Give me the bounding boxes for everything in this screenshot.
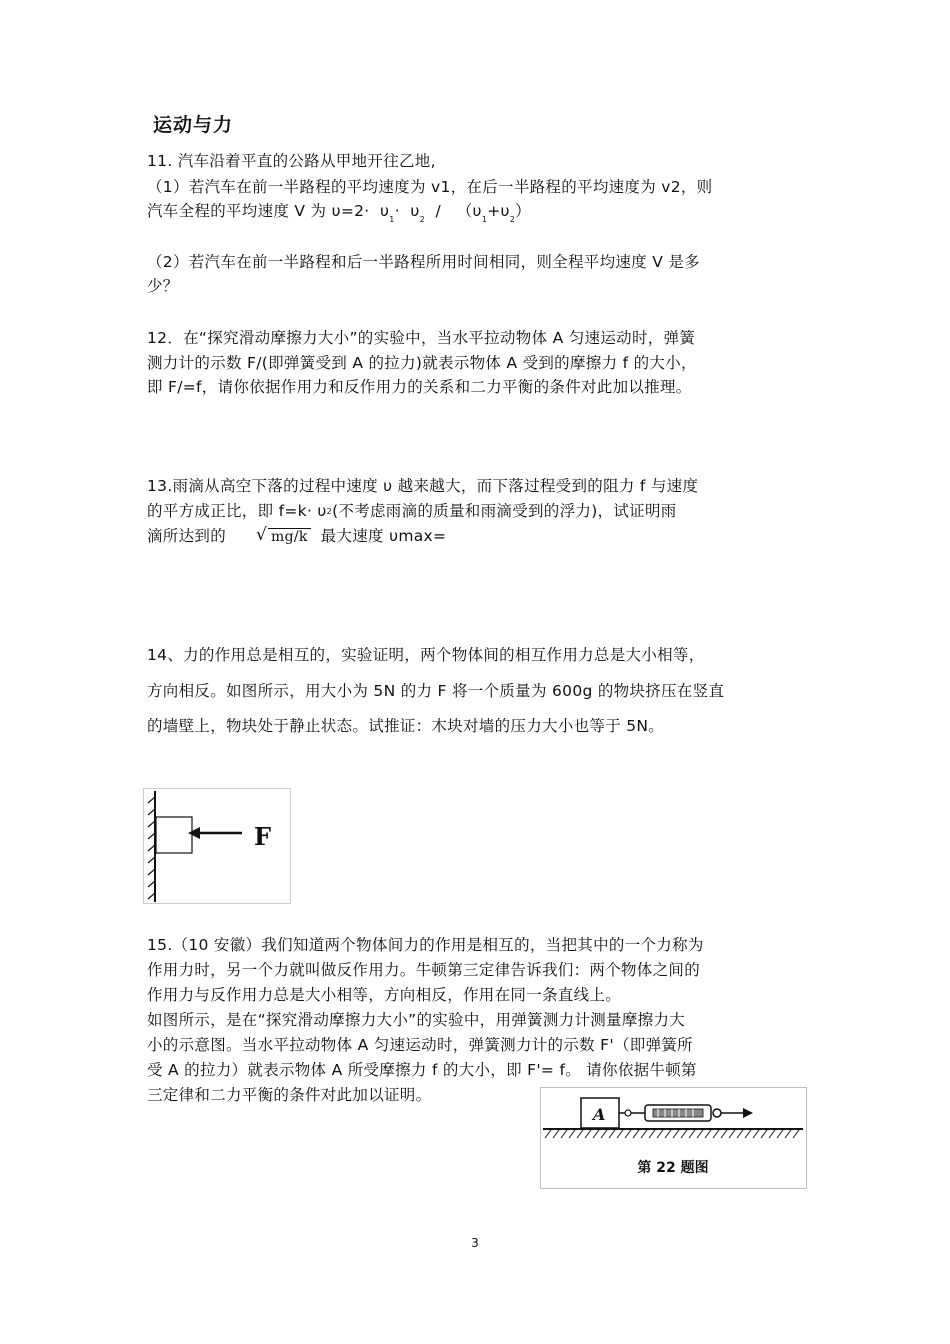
sqrt-expression: √ mg/k xyxy=(256,527,311,547)
spring-scale-figure xyxy=(540,1087,807,1189)
force-label: F xyxy=(254,822,272,851)
q15-line-5: 小的示意图。当水平拉动物体 A 匀速运动时，弹簧测力计的示数 F'（即弹簧所 xyxy=(147,1036,693,1054)
q11-line-4: （2）若汽车在前一半路程和后一半路程所用时间相同，则全程平均速度 V 是多 xyxy=(147,253,700,271)
q15-line-4: 如图所示，是在“探究滑动摩擦力大小”的实验中，用弹簧测力计测量摩擦力大 xyxy=(147,1011,686,1029)
q14-line-2: 方向相反。如图所示，用大小为 5N 的力 F 将一个质量为 600g 的物块挤压在竖直 xyxy=(147,682,725,700)
q11-line-2: （1）若汽车在前一半路程的平均速度为 v1，在后一半路程的平均速度为 v2，则 xyxy=(147,178,713,196)
page-number: 3 xyxy=(471,1236,479,1250)
q14-line-3: 的墙壁上，物块处于静止状态。试推证：木块对墙的压力大小也等于 5N。 xyxy=(147,717,665,735)
q11-line-3-text: 汽车全程的平均速度 V 为 xyxy=(147,202,327,220)
q14-line-1: 14、力的作用总是相互的，实验证明，两个物体间的相互作用力总是大小相等， xyxy=(147,646,705,664)
q11-line-5: 少？ xyxy=(147,277,179,295)
q12-line-2: 测力计的示数 F/(即弹簧受到 A 的拉力)就表示物体 A 受到的摩擦力 f 的大小， xyxy=(147,354,697,372)
q15-line-7: 三定律和二力平衡的条件对此加以证明。 xyxy=(147,1086,432,1104)
section-title: 运动与力 xyxy=(153,114,234,136)
wall-block-figure xyxy=(143,788,291,904)
q12-line-1: 12．在“探究滑动摩擦力大小”的实验中，当水平拉动物体 A 匀速运动时，弹簧 xyxy=(147,329,696,347)
wall-block-diagram xyxy=(144,789,290,903)
block-label: A xyxy=(593,1105,606,1124)
q13-line-3: 滴所达到的 √ mg/k 最大速度 υmax= xyxy=(147,525,447,545)
q15-line-6: 受 A 的拉力）就表示物体 A 所受摩擦力 f 的大小，即 F'= f。 请你依据牛顿第 xyxy=(147,1061,697,1079)
q15-line-2: 作用力时，另一个力就叫做反作用力。牛顿第三定律告诉我们：两个物体之间的 xyxy=(147,961,701,979)
q15-line-1: 15.（10 安徽）我们知道两个物体间力的作用是相互的，当把其中的一个力称为 xyxy=(147,936,704,954)
q11-line-3 xyxy=(147,201,531,230)
q12-line-3: 即 F/=f，请你依据作用力和反作用力的关系和二力平衡的条件对此加以推理。 xyxy=(147,378,692,396)
q15-line-3: 作用力与反作用力总是大小相等，方向相反，作用在同一条直线上。 xyxy=(147,986,622,1004)
q13-line-1: 13.雨滴从高空下落的过程中速度 υ 越来越大，而下落过程受到的阻力 f 与速度 xyxy=(147,477,699,495)
spring-scale-diagram xyxy=(541,1088,806,1188)
q11-line-1: 11. 汽车沿着平直的公路从甲地开往乙地, xyxy=(147,152,436,170)
figure-caption: 第 22 题图 xyxy=(637,1160,709,1176)
q13-line-2: 的平方成正比，即 $f=k\cdot \upsilon^2$(不考虑雨滴的质量和雨滴受到的浮力)，试证明雨 xyxy=(147,502,677,520)
q11-formula: $\upsilon=2\cdot \upsilon_1\cdot \upsilon_2$ / $(\upsilon_1+\upsilon_2)$ xyxy=(331,202,531,224)
